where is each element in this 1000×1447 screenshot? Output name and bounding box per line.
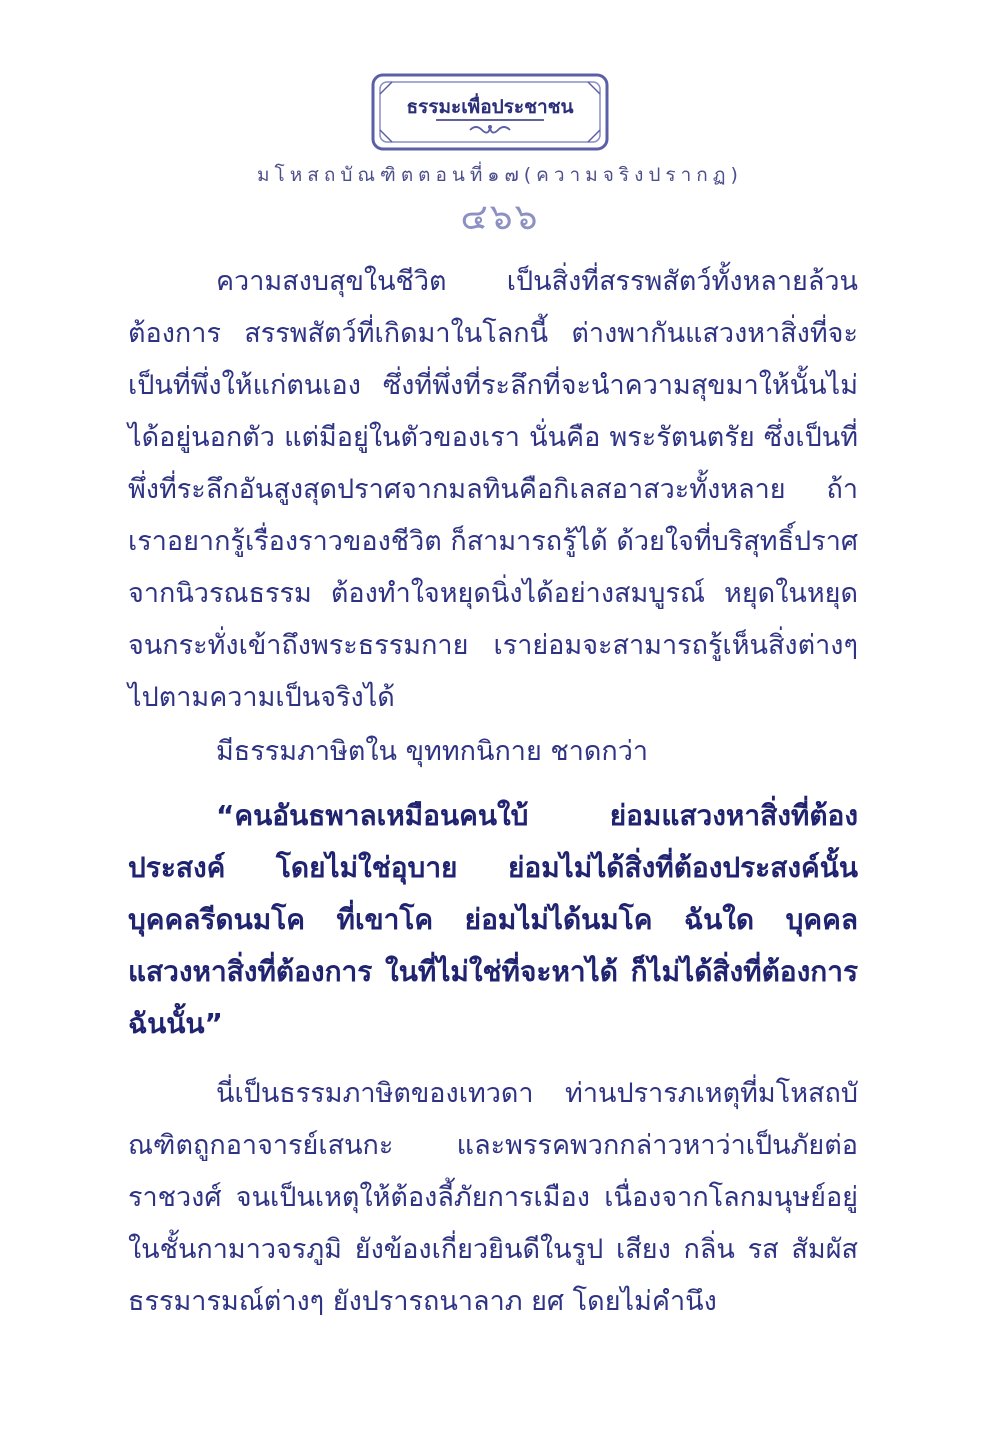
logo-text: ธรรมะเพื่อประชาชน <box>406 96 574 118</box>
document-body <box>128 256 858 1328</box>
paragraph-explanation: นี่เป็นธรรมภาษิตของเทวดา ท่านปรารภเหตุที่มโหสถบัณฑิตถูกอาจารย์เสนกะ และพรรคพวกกล่าวหาว่าเป็นภัยต่อราชวงศ์ จนเป็นเหตุให้ต้องลี้ภัยการเมือง เนื่องจากโลกมนุษย์อยู่ในชั้นกามาวจรภูมิ ยังข้องเกี่ยวยินดีในรูป เสียง กลิ่น รส สัมผัส ธรรมารมณ์ต่างๆ ยังปรารถนาลาภ ยศ โดยไม่คำนึง <box>128 1078 858 1317</box>
paragraph-citation: มีธรรมภาษิตใน ขุททกนิกาย ชาดกว่า <box>216 736 649 767</box>
dhamma-quote: “คนอันธพาลเหมือนคนใบ้ ย่อมแสวงหาสิ่งที่ต้องประสงค์ โดยไม่ใช่อุบาย ย่อมไม่ได้สิ่งที่ต้องประสงค์นั้น บุคคลรีดนมโค ที่เขาโค ย่อมไม่ได้นมโค ฉันใด บุคคลแสวงหาสิ่งที่ต้องการ ในที่ไม่ใช่ที่จะหาได้ ก็ไม่ได้สิ่งที่ต้องการ ฉันนั้น” <box>128 799 858 1040</box>
logo-frame-icon <box>370 72 610 152</box>
quote-block <box>128 790 858 1050</box>
page-number: ๔๖๖ <box>460 197 540 238</box>
publication-logo <box>370 72 610 152</box>
paragraph-intro: ความสงบสุขในชีวิต เป็นสิ่งที่สรรพสัตว์ทั้งหลายล้วนต้องการ สรรพสัตว์ที่เกิดมาในโลกนี้ ต่างพากันแสวงหาสิ่งที่จะเป็นที่พึ่งให้แก่ตนเอง ซึ่งที่พึ่งที่ระลึกที่จะนำความสุขมาให้นั้นไม่ได้อยู่นอกตัว แต่มีอยู่ในตัวของเรา นั่นคือ พระรัตนตรัย ซึ่งเป็นที่พึ่งที่ระลึกอันสูงสุดปราศจากมลทินคือกิเลสอาสวะทั้งหลาย ถ้าเราอยากรู้เรื่องราวของชีวิต ก็สามารถรู้ได้ ด้วยใจที่บริสุทธิ์ปราศจากนิวรณธรรม ต้องทำใจหยุดนิ่งได้อย่างสมบูรณ์ หยุดในหยุดจนกระทั่งเข้าถึงพระธรรมกาย เราย่อมจะสามารถรู้เห็นสิ่งต่างๆ ไปตามความเป็นจริงได้ <box>128 266 859 713</box>
chapter-title: มโหสถบัณฑิตตอนที่๑๗(ความจริงปรากฏ) <box>257 164 743 186</box>
